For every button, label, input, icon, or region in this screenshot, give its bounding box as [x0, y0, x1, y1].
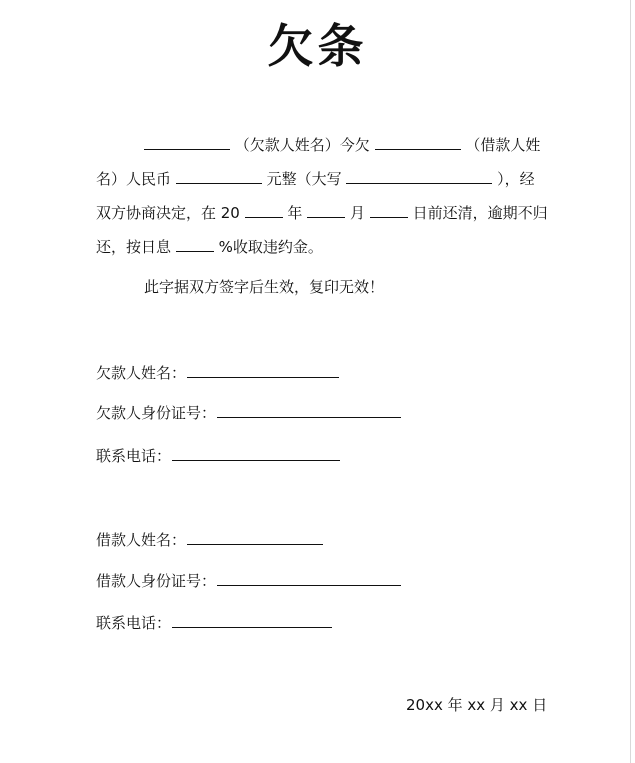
iou-body-paragraph [96, 128, 548, 264]
body-line-3 [96, 196, 548, 230]
blank-year[interactable] [245, 201, 283, 218]
body-text: ），经 [497, 170, 535, 188]
body-text: （欠款人姓名）今欠 [234, 136, 370, 154]
body-text: 还，按日息 [96, 238, 172, 256]
body-text: 年 [287, 204, 303, 222]
debtor-name-label: 欠款人姓名： [96, 364, 187, 382]
blank-day[interactable] [370, 201, 408, 218]
page-edge-line [630, 0, 631, 763]
body-text: 名）人民币 [96, 170, 172, 188]
body-line-4 [96, 230, 544, 264]
debtor-phone-label: 联系电话： [96, 447, 172, 465]
debtor-phone-input[interactable] [172, 446, 340, 461]
lender-phone-label: 联系电话： [96, 614, 172, 632]
lender-phone-field [96, 612, 332, 634]
body-text: （借款人姓 [465, 136, 541, 154]
debtor-id-input[interactable] [217, 403, 401, 418]
lender-id-field [96, 570, 401, 592]
debtor-id-field [96, 402, 401, 424]
body-text: 元整（大写 [266, 170, 342, 188]
lender-name-field [96, 529, 323, 551]
debtor-id-label: 欠款人身份证号： [96, 404, 217, 422]
body-text: 月 [350, 204, 366, 222]
lender-name-label: 借款人姓名： [96, 531, 187, 549]
lender-name-input[interactable] [187, 530, 323, 545]
validity-note: 此字据双方签字后生效，复印无效！ [144, 278, 385, 296]
debtor-phone-field [96, 445, 340, 467]
debtor-name-input[interactable] [187, 363, 339, 378]
document-date: 20xx 年 xx 月 xx 日 [406, 696, 548, 714]
blank-daily-interest[interactable] [176, 235, 214, 252]
body-text: %收取违约金。 [218, 238, 323, 256]
body-text: 日前还清，逾期不归 [412, 204, 548, 222]
blank-amount[interactable] [176, 167, 262, 184]
blank-lender-name[interactable] [375, 133, 461, 150]
blank-month[interactable] [307, 201, 345, 218]
lender-id-input[interactable] [217, 571, 401, 586]
blank-debtor-name[interactable] [144, 133, 230, 150]
lender-id-label: 借款人身份证号： [96, 572, 217, 590]
body-line-1 [96, 128, 544, 162]
body-text: 双方协商决定，在 20 [96, 204, 240, 222]
lender-phone-input[interactable] [172, 613, 332, 628]
blank-amount-in-words[interactable] [346, 167, 492, 184]
document-title: 欠条 [267, 19, 368, 73]
debtor-name-field [96, 362, 339, 384]
body-line-2 [96, 162, 544, 196]
